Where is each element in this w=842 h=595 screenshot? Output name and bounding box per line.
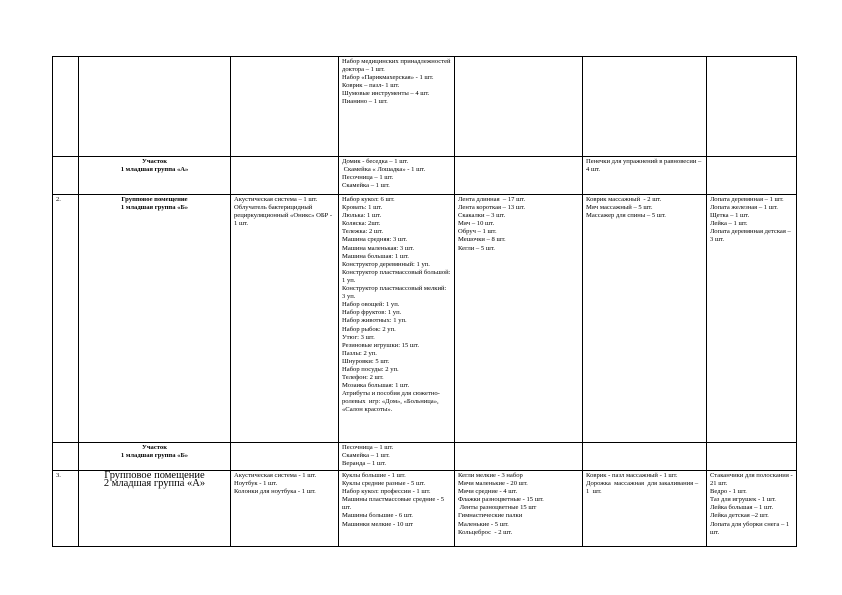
table-row [53,57,797,157]
list-item: Атрибуты и пособия для сюжетно-ролевых игр: «Дом», «Больница», «Салон красоты». [342,390,441,414]
room-title-line: Групповое помещение [104,470,205,481]
list-item: Домик - беседка – 1 шт. [342,158,409,165]
list-item: Лопата деревянная – 1 шт. [710,196,784,203]
toys-cell [339,471,455,547]
list-item: Ноутбук - 1 шт. [234,480,278,488]
list-item: Скакалки – 3 шт. [458,212,506,220]
list-item: Люлька: 1 шт. [342,212,382,220]
list-item: Лейка детская –2 шт. [710,512,769,520]
room-title-line: Участок [141,444,168,451]
room-name-cell [79,57,231,157]
list-item: Набор фруктов: 1 уп. [342,309,402,317]
list-item: Кровать: 1 шт. [342,204,383,212]
list-item: Мячи маленькие - 20 шт. [458,480,528,488]
equipment-cell [231,471,339,547]
list-item: Лейка – 1 шт. [710,220,748,228]
inventory-table [52,56,797,547]
list-item: Машины пластмассовые средние - 5 шт. [342,496,446,512]
list-item: Коврик - пазл массажный - 1 шт. [586,472,678,479]
room-title-line: Участок [141,158,168,165]
room-title-line: Групповое помещение [121,196,188,203]
list-item: Набор овощей: 1 уп. [342,301,400,309]
outdoor-tools-cell [707,195,797,443]
list-item: Дорожка массажная для закаливания – 1 шт. [586,480,700,496]
sports-equipment-cell [455,157,583,195]
toys-cell [339,57,455,157]
list-item: Конструктор пластмассовый мелкий: 3 уп. [342,285,449,301]
list-item: Набор животных: 1 уп. [342,317,407,325]
list-item: Мяч массажный – 5 шт. [586,204,653,212]
list-item: Лопата железная – 1 шт. [710,204,778,212]
table-row [53,443,797,471]
massage-equipment-cell [583,157,707,195]
list-item: Резиновые игрушки: 15 шт. [342,341,420,349]
list-item: Лопата деревянная детская – 3 шт. [710,228,793,244]
list-item: Машина средняя: 3 шт. [342,236,408,244]
list-item: Набор кукол: 6 шт. [342,196,395,203]
list-item: Набор «Парикмахерская» - 1 шт. [342,74,434,82]
room-name-cell [79,195,231,443]
row-number-cell [53,57,79,157]
room-name-cell [79,471,231,547]
list-item: Акустическая система - 1 шт. [234,472,317,479]
list-item: Песочница – 1 шт. [342,444,394,451]
list-item: Утюг: 3 шт. [342,333,375,341]
list-item: Машины большие - 6 шт. [342,512,413,520]
equipment-cell [231,195,339,443]
room-title-line: 1 младшая группа «А» [120,166,189,174]
row-number-cell [53,157,79,195]
list-item: Коврик массажный - 2 шт. [586,196,662,203]
list-item: Облучатель бактерицидный рециркуляционный «Оникс» ОБР - 1 шт. [234,204,336,228]
list-item: Куклы большие - 1 шт. [342,472,406,479]
room-name-cell [79,443,231,471]
list-item: Веранда – 1 шт. [342,460,387,468]
room-title-line: 2 младшая группа «А» [103,478,206,490]
outdoor-tools-cell [707,57,797,157]
list-item: Набор кукол: профессии - 1 шт. [342,488,431,496]
list-item: Гимнастические палки [458,512,523,520]
list-item: Пенечки для упражнений в равновесии – 4 шт. [586,158,703,174]
list-item: Скамейка « Лошадка» - 1 шт. [342,166,426,174]
list-item: Коврик – пазл- 1 шт. [342,82,400,90]
list-item: Лопата для уборки снега – 1 шт. [710,520,791,536]
list-item: Мозаика большая: 1 шт. [342,382,410,390]
massage-equipment-cell [583,195,707,443]
row-number-cell: 2. [53,195,79,443]
equipment-cell [231,57,339,157]
list-item: Щетка – 1 шт. [710,212,750,220]
list-item: Лента длинная – 17 шт. [458,196,526,203]
massage-equipment-cell [583,471,707,547]
room-title-line: 1 младшая группа «Б» [120,204,189,212]
toys-cell [339,157,455,195]
list-item: Пианино – 1 шт. [342,98,388,106]
room-title-line: 1 младшая группа «Б» [120,452,189,460]
list-item: Флажки разноцветные - 15 шт. [458,496,544,504]
table-row [53,195,797,443]
list-item: Набор посуды: 2 уп. [342,365,399,373]
list-item: Ленты разноцветные 15 шт [458,504,537,512]
list-item: Акустическая система – 1 шт. [234,196,318,203]
list-item: Массажер для спины – 5 шт. [586,212,666,220]
list-item: Пазлы: 2 уп. [342,349,377,357]
sports-equipment-cell [455,443,583,471]
list-item: Конструктор пластмассовый большой: 1 уп. [342,268,453,284]
list-item: Набор медицинских принадлежностей доктора – 1 шт. [342,58,453,74]
sports-equipment-cell [455,57,583,157]
row-number-cell [53,443,79,471]
sports-equipment-cell [455,471,583,547]
list-item: Скамейка – 1 шт. [342,182,390,190]
list-item: Лента короткая – 13 шт. [458,204,525,212]
sports-equipment-cell [455,195,583,443]
room-name-cell [79,157,231,195]
equipment-cell [231,157,339,195]
list-item: Конструктор деревянный: 1 уп. [342,260,430,268]
list-item: Машина маленькая: 3 шт. [342,244,414,252]
list-item: Куклы средние разные - 5 шт. [342,480,426,488]
list-item: Обруч – 1 шт. [458,228,497,236]
list-item: Кегли – 5 шт. [458,244,495,252]
list-item: Скамейка – 1 шт. [342,452,390,460]
list-item: Лейка большая – 1 шт. [710,504,774,512]
table-row [53,157,797,195]
list-item: Мяч – 10 шт. [458,220,495,228]
list-item: Мешочки – 8 шт. [458,236,506,244]
list-item: Стаканчики для полоскания - 21 шт. [710,472,795,488]
list-item: Кольцеброс - 2 шт. [458,528,513,536]
list-item: Шнуровки: 5 шт. [342,357,390,365]
list-item: Машинки мелкие - 10 шт [342,520,414,528]
outdoor-tools-cell [707,157,797,195]
list-item: Машина большая: 1 шт. [342,252,409,260]
massage-equipment-cell [583,443,707,471]
list-item: Набор рыбок: 2 уп. [342,325,396,333]
list-item: Кегли мелкие - 3 набор [458,472,523,479]
list-item: Телефон: 2 шт. [342,374,384,382]
list-item: Колонки для ноутбука - 1 шт. [234,488,316,496]
list-item: Маленькие - 5 шт. [458,520,509,528]
table-row [53,471,797,547]
equipment-cell [231,443,339,471]
outdoor-tools-cell [707,443,797,471]
list-item: Таз для игрушек - 1 шт. [710,496,776,504]
toys-cell [339,443,455,471]
list-item: Шумовые инструменты – 4 шт. [342,90,430,98]
massage-equipment-cell [583,57,707,157]
list-item: Мячи средние - 4 шт. [458,488,518,496]
list-item: Тележка: 2 шт. [342,228,384,236]
list-item: Коляска: 2шт. [342,220,381,228]
list-item: Песочница – 1 шт. [342,174,394,182]
toys-cell [339,195,455,443]
list-item: Ведро - 1 шт. [710,488,747,496]
row-number-cell: 3. [53,471,79,547]
outdoor-tools-cell [707,471,797,547]
